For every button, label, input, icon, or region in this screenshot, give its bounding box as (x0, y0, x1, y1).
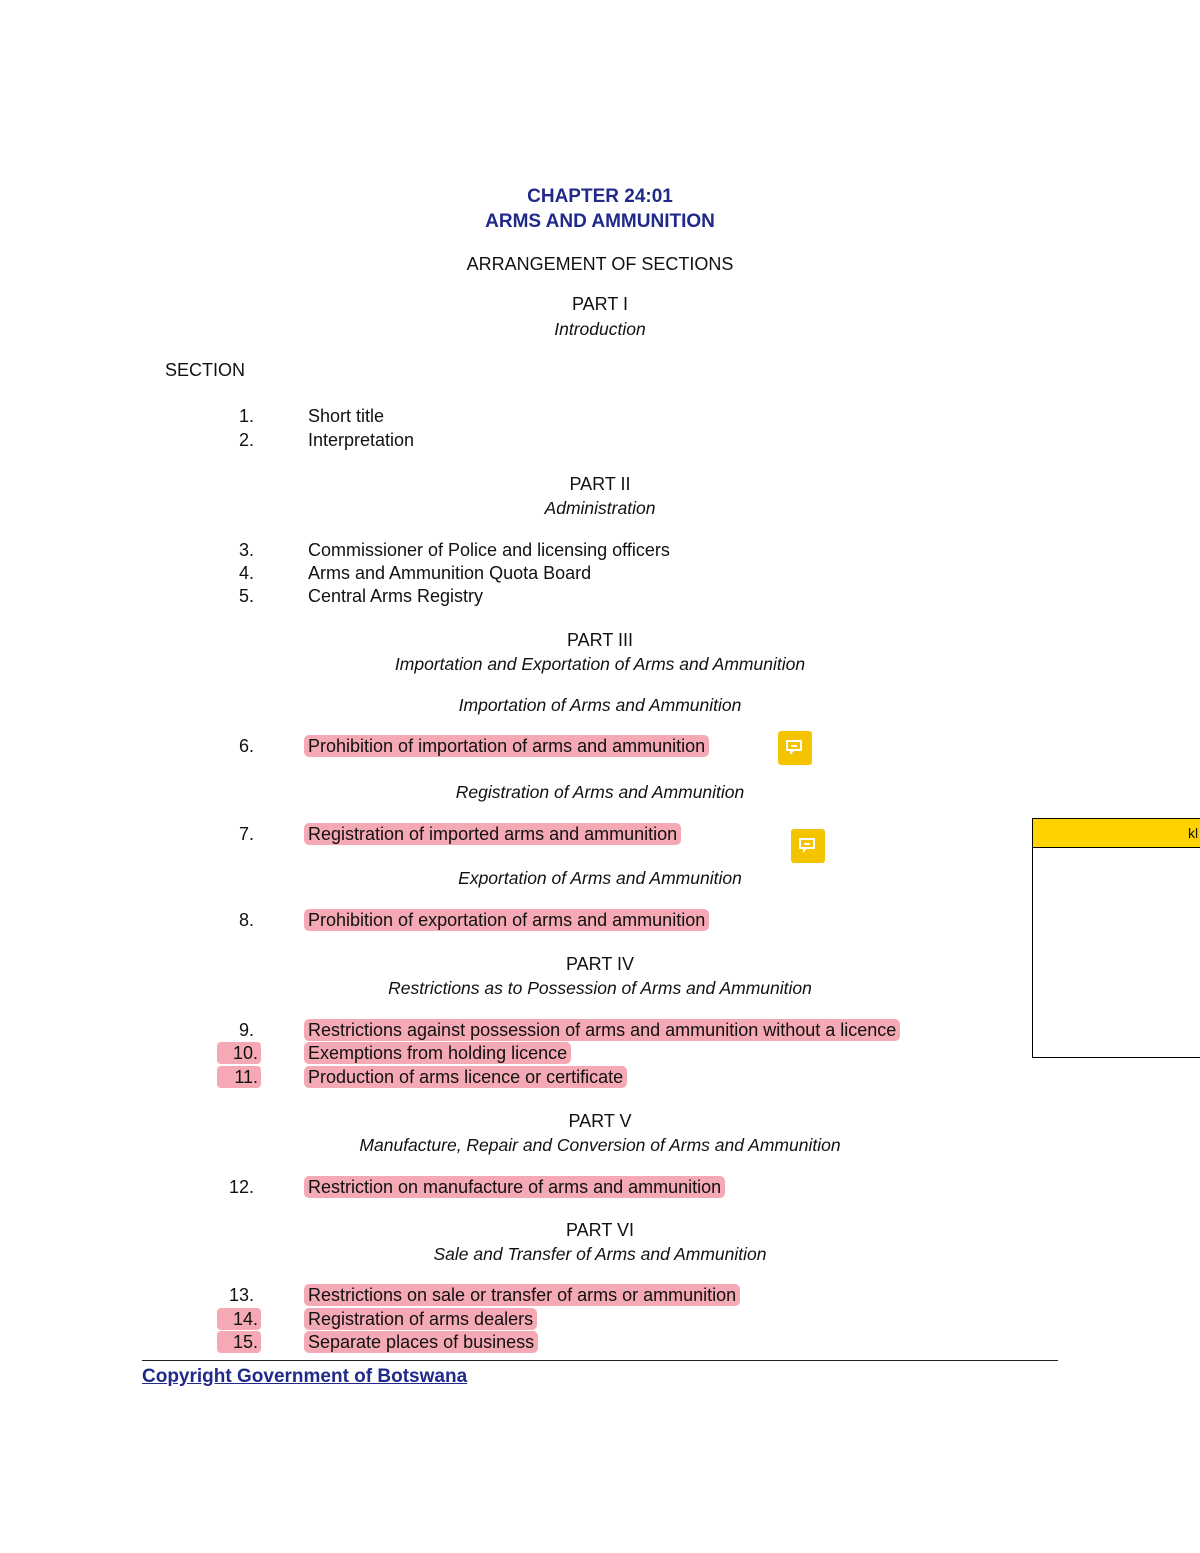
section-title[interactable]: Central Arms Registry (308, 586, 484, 606)
chapter-title: ARMS AND AMMUNITION (485, 211, 715, 232)
comment-icon[interactable] (778, 731, 812, 765)
side-panel-header: kl (1033, 819, 1200, 848)
part-2-subtitle: Administration (544, 498, 656, 518)
part-1-subtitle: Introduction (554, 319, 646, 339)
section-number-highlighted: 14. (217, 1308, 261, 1330)
registration-subheading: Registration of Arms and Ammunition (455, 782, 745, 802)
section-number: 3. (238, 540, 254, 560)
section-title-highlighted[interactable]: Restrictions on sale or transfer of arms or ammunition (304, 1284, 740, 1306)
side-panel (1032, 818, 1200, 1058)
section-number: 6. (238, 736, 254, 756)
part-4-label: PART IV (565, 954, 635, 974)
section-title-highlighted[interactable]: Registration of imported arms and ammunition (304, 823, 681, 845)
section-number-highlighted: 15. (217, 1331, 261, 1353)
section-number: 5. (238, 586, 254, 606)
section-title-highlighted[interactable]: Restrictions against possession of arms and ammunition without a licence (304, 1019, 900, 1041)
section-title[interactable]: Commissioner of Police and licensing officers (308, 540, 670, 560)
section-number: 4. (238, 563, 254, 583)
part-3-label: PART III (566, 630, 634, 650)
section-number-highlighted: 10. (217, 1042, 261, 1064)
part-5-subtitle: Manufacture, Repair and Conversion of Arms and Ammunition (359, 1135, 841, 1155)
footer-divider (142, 1360, 1058, 1361)
section-title-highlighted[interactable]: Prohibition of exportation of arms and ammunition (304, 909, 709, 931)
section-title-highlighted[interactable]: Registration of arms dealers (304, 1308, 537, 1330)
section-number-highlighted: 11. (217, 1066, 261, 1088)
section-number: 9. (238, 1020, 254, 1040)
comment-icon[interactable] (791, 829, 825, 863)
section-number: 2. (238, 430, 254, 450)
part-3-subtitle: Importation and Exportation of Arms and Ammunition (394, 654, 806, 674)
section-number: 12. (228, 1177, 254, 1197)
exportation-subheading: Exportation of Arms and Ammunition (458, 868, 742, 888)
section-title-highlighted[interactable]: Separate places of business (304, 1331, 538, 1353)
arrangement-heading: ARRANGEMENT OF SECTIONS (466, 254, 734, 274)
section-label: SECTION (165, 360, 246, 380)
section-title-highlighted[interactable]: Exemptions from holding licence (304, 1042, 571, 1064)
part-6-subtitle: Sale and Transfer of Arms and Ammunition (433, 1244, 767, 1264)
section-title[interactable]: Short title (308, 406, 385, 426)
section-number: 8. (238, 910, 254, 930)
copyright-link[interactable]: Copyright Government of Botswana (142, 1366, 468, 1387)
part-5-label: PART V (568, 1111, 632, 1131)
section-title[interactable]: Arms and Ammunition Quota Board (308, 563, 592, 583)
part-6-label: PART VI (565, 1220, 635, 1240)
section-title[interactable]: Interpretation (308, 430, 415, 450)
part-4-subtitle: Restrictions as to Possession of Arms and Ammunition (388, 978, 812, 998)
section-title-highlighted[interactable]: Restriction on manufacture of arms and ammunition (304, 1176, 725, 1198)
section-number: 1. (238, 406, 254, 426)
section-number: 7. (238, 824, 254, 844)
section-title-highlighted[interactable]: Prohibition of importation of arms and ammunition (304, 735, 709, 757)
importation-subheading: Importation of Arms and Ammunition (458, 695, 742, 715)
part-1-label: PART I (571, 294, 629, 314)
section-number: 13. (228, 1285, 254, 1305)
chapter-number: CHAPTER 24:01 (527, 186, 673, 207)
part-2-label: PART II (569, 474, 631, 494)
section-title-highlighted[interactable]: Production of arms licence or certificate (304, 1066, 627, 1088)
